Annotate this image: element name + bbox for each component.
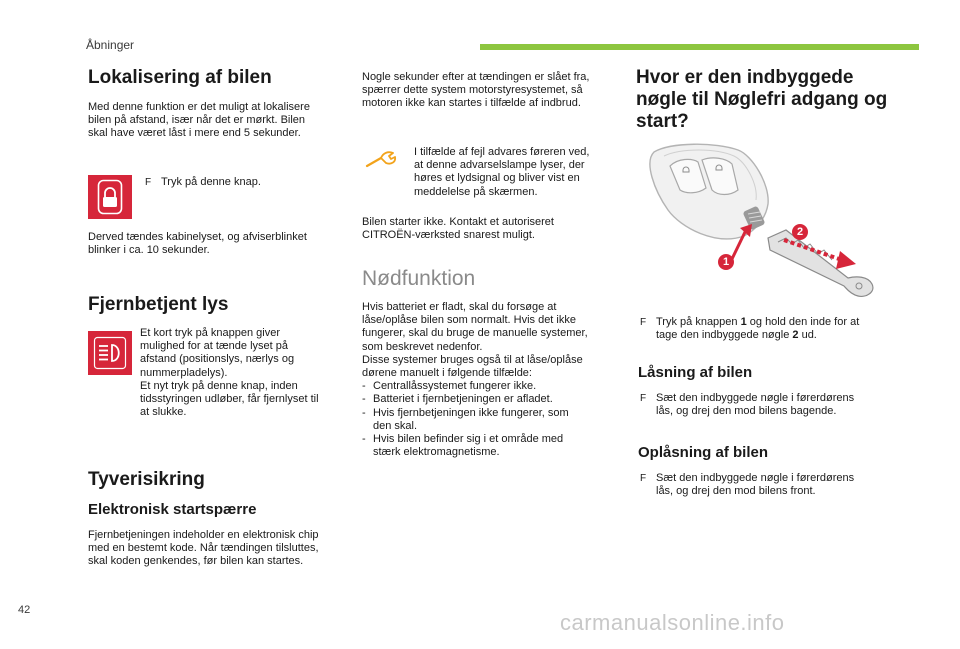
text-line: låse/oplåse bilen som normalt. Hvis det ikke [362,314,576,327]
bullet-marker: F [640,317,647,328]
text-line: som beskrevet nedenfor. [362,340,483,353]
list-text: den skal. [373,419,418,432]
callout-2: 2 [792,224,808,240]
bullet-marker: F [640,473,647,484]
text-line: Et kort tryk på knappen giver [140,327,281,339]
button-number: 1 [740,316,747,328]
watermark: carmanualsonline.info [560,610,785,635]
key-illustration [636,138,896,308]
bullet-text: ud. [798,329,817,342]
list-text: Hvis fjernbetjeningen ikke fungerer, som [373,406,569,419]
text-line: skal koden genkendes, før bilen kan startes. [88,555,304,568]
heading-fjernbetjent: Fjernbetjent lys [88,294,229,315]
heading-nodfunktion: Nødfunktion [362,267,476,290]
startspaerre-intro [362,71,624,111]
lokalisering-intro [88,101,350,141]
list-dash: - [362,433,366,446]
nodfunktion-list [362,380,624,459]
headlight-icon [88,331,132,375]
nodfunktion-text [362,301,624,459]
text-line: Derved tændes kabinelyset, og afviserblinket [88,231,307,243]
lokalisering-bullet [145,176,345,189]
text-line: Et nyt tryk på denne knap, inden [140,379,298,392]
bullet-text: lås, og drej den mod bilens bagende. [656,405,837,418]
key-number: 2 [792,329,799,342]
lokalisering-after [88,231,350,257]
text-line: Disse systemer bruges også til at låse/oplåse [362,353,583,366]
section-header: Åbninger [86,38,135,52]
text-line: at denne advarselslampe lyser, der [414,159,585,172]
lock-icon [88,175,132,219]
heading-line: Hvor er den indbyggede [636,67,854,88]
text-line: blinker i ca. 10 sekunder. [88,244,210,257]
text-line: spærrer dette system motorstyresystemet, så [362,84,583,97]
text-line: at slukke. [140,406,187,419]
laasning-bullet [640,392,906,418]
wrench-icon [364,146,402,172]
text-line: tidsstyringen udløber, får fjernlyset til [140,393,319,406]
text-line: meddelelse på skærmen. [414,185,538,198]
list-text: Hvis bilen befinder sig i et område med [373,433,564,446]
bullet-marker: F [145,177,152,188]
subheading-oplaasning: Oplåsning af bilen [638,444,769,461]
text-line: høres et lydsignal og bliver vist en [414,172,580,185]
bullet-text: Tryk på knappen [656,316,741,328]
heading-line: start? [636,111,689,132]
text-line: afstand (positionslys, nærlys og [140,353,295,366]
bullet-text: lås, og drej den mod bilens front. [656,485,816,498]
heading-tyverisikring: Tyverisikring [88,469,205,490]
header-accent-bar [480,44,919,50]
text-line: dørene manuelt i følgende tilfælde: [362,367,532,380]
text-line: Nogle sekunder efter at tændingen er slået fra, [362,71,590,83]
heading-indbygget-noegle [636,67,916,133]
startspaerre-after [362,216,624,242]
text-line: med en bestemt kode. Når tændingen tilsluttes, [88,542,319,555]
bullet-text: Sæt den indbyggede nøgle i førerdørens [656,472,855,484]
warning-text [414,146,624,199]
text-line: skal have været låst i mere end 5 sekunder. [88,127,301,140]
heading-lokalisering: Lokalisering af bilen [88,67,272,88]
list-item [362,407,624,433]
page-number: 42 [18,604,31,616]
bullet-text: Sæt den indbyggede nøgle i førerdørens [656,392,855,404]
tyveri-text [88,529,350,569]
text-line: motoren ikke kan startes i tilfælde af indbrud. [362,97,581,110]
text-line: Bilen starter ikke. Kontakt et autoriseret [362,216,554,228]
oplaasning-bullet [640,472,906,498]
text-line: nummerpladelys). [140,366,228,379]
list-item [362,393,624,406]
heading-line: nøgle til Nøglefri adgang og [636,89,888,110]
list-dash: - [362,393,366,406]
text-line: Med denne funktion er det muligt at lokalisere [88,101,310,113]
bullet-marker: F [640,393,647,404]
list-item [362,380,624,393]
list-dash: - [362,406,366,419]
key-bullet [640,316,906,342]
list-text: Batteriet i fjernbetjeningen er afladet. [373,393,553,406]
text-line: fungerer, skal du bruge de manuelle systemer, [362,327,588,340]
list-text: Centrallåssystemet fungerer ikke. [373,380,537,393]
text-line: mulighed for at tænde lyset på [140,340,288,353]
bullet-text: Tryk på denne knap. [161,176,261,188]
text-line: Fjernbetjeningen indeholder en elektronisk chip [88,529,319,541]
bullet-text: tage den indbyggede nøgle [656,329,793,342]
list-text: stærk elektromagnetisme. [373,446,500,459]
text-line: Hvis batteriet er fladt, skal du forsøge at [362,301,557,313]
subheading-laasning: Låsning af bilen [638,364,753,381]
callout-1: 1 [718,254,734,270]
list-dash: - [362,380,366,393]
subheading-startspaerre: Elektronisk startspærre [88,501,257,518]
list-item [362,433,624,459]
fjernbetjent-text [140,327,350,419]
text-line: CITROËN-værksted snarest muligt. [362,229,535,242]
bullet-text: og hold den inde for at [746,316,860,328]
text-line: bilen på afstand, især når det er mørkt. Bilen [88,114,306,127]
text-line: I tilfælde af fejl advares føreren ved, [414,146,590,158]
